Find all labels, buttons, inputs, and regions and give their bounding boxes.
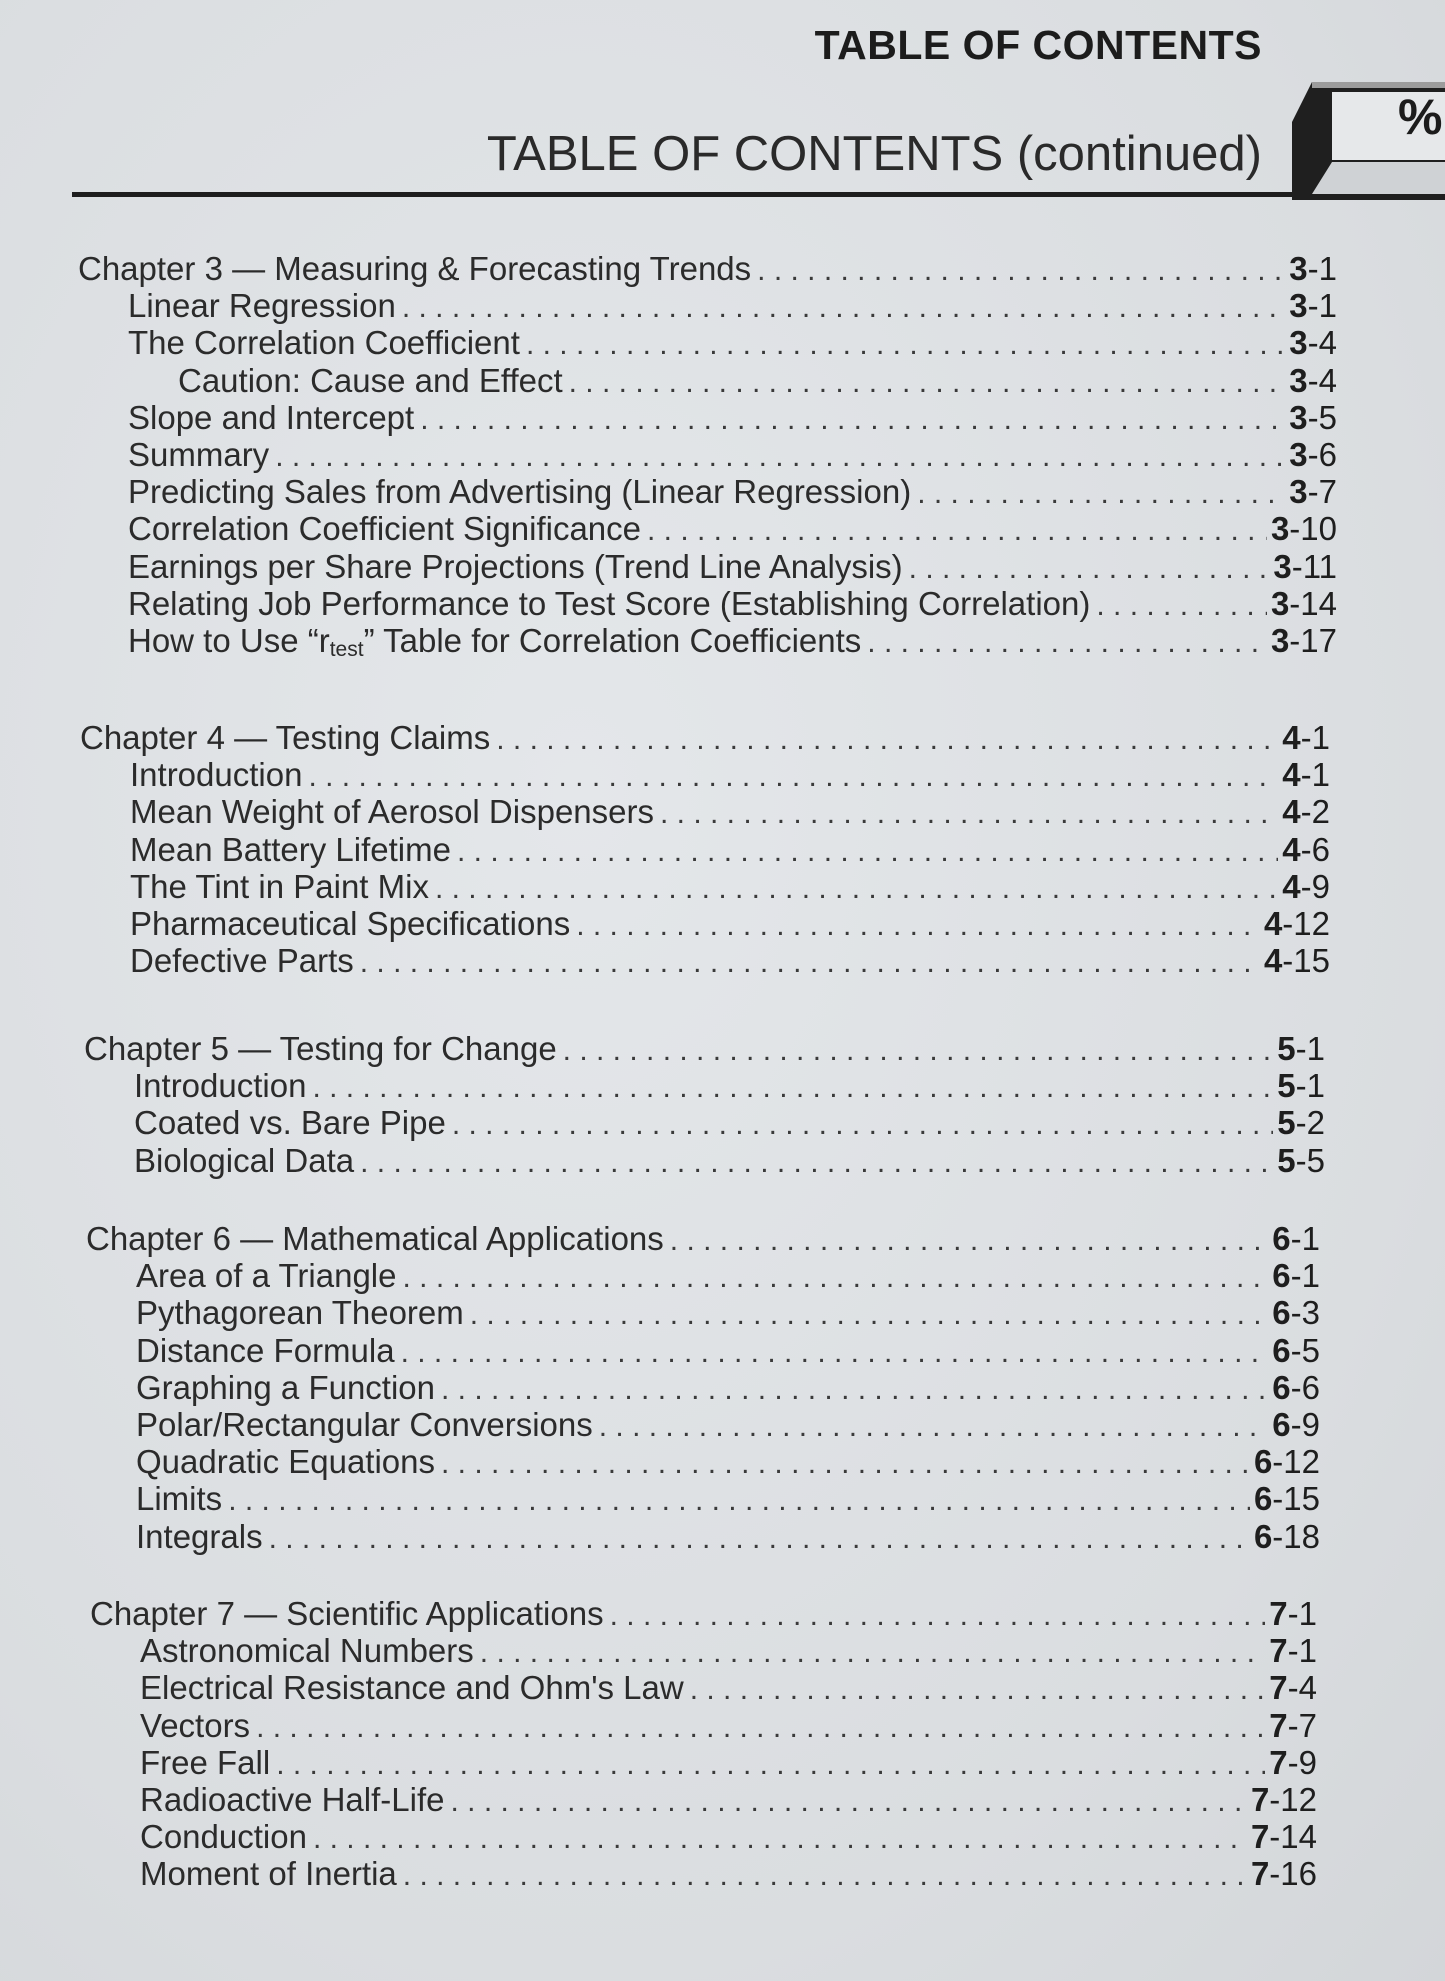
entry-page-number: 3-1 (1289, 287, 1337, 325)
dot-leader (647, 512, 1267, 550)
entry-title: Free Fall (140, 1743, 271, 1781)
toc-entry (134, 1067, 1325, 1105)
toc-entry (130, 942, 1330, 980)
entry-title: Slope and Intercept (128, 398, 415, 436)
toc-entry (128, 510, 1337, 548)
entry-page-number: 4-12 (1263, 905, 1330, 942)
page-title: TABLE OF CONTENTS (continued) (486, 127, 1262, 181)
running-head: TABLE OF CONTENTS (814, 22, 1262, 68)
dot-leader (441, 1371, 1268, 1409)
entry-page-number: 3-7 (1289, 473, 1337, 511)
toc-entry (130, 831, 1330, 869)
chapter-page-number: 6-1 (1272, 1220, 1320, 1257)
entry-title: Defective Parts (130, 942, 354, 980)
entry-page-number: 7-7 (1269, 1706, 1317, 1744)
entry-page-number: 4-6 (1282, 830, 1330, 868)
toc-entry (136, 1369, 1320, 1407)
toc-entry (128, 436, 1337, 474)
toc-entry (140, 1707, 1317, 1745)
subscript: test (329, 638, 364, 661)
entry-page-number: 6-15 (1253, 1480, 1320, 1518)
entry-page-number: 3-4 (1289, 361, 1337, 399)
toc-entry (140, 1632, 1317, 1670)
entry-title: Biological Data (134, 1141, 355, 1179)
entry-title: Correlation Coefficient Significance (128, 510, 641, 548)
chapter-page-number: 3-1 (1289, 250, 1337, 287)
dot-leader (660, 795, 1278, 833)
entry-title: Moment of Inertia (140, 1855, 397, 1893)
entry-title: Astronomical Numbers (140, 1632, 474, 1670)
entry-title: Summary (128, 436, 270, 473)
entry-page-number: 3-6 (1289, 436, 1337, 473)
chapter-page-number: 7-1 (1269, 1595, 1317, 1632)
dot-leader (312, 1069, 1273, 1107)
entry-page-number: 7-16 (1250, 1855, 1317, 1893)
entry-page-number: 6-6 (1272, 1368, 1320, 1406)
heading-rule (72, 192, 1302, 197)
entry-page-number: 5-5 (1277, 1141, 1325, 1179)
entry-title: Caution: Cause and Effect (178, 361, 563, 399)
entry-title: Quadratic Equations (136, 1443, 436, 1481)
toc-entry (140, 1781, 1317, 1819)
entry-title: Introduction (130, 756, 303, 794)
entry-title: Pythagorean Theorem (136, 1294, 464, 1332)
dot-leader (360, 1144, 1273, 1182)
dot-leader (256, 1709, 1265, 1747)
toc-entry (140, 1818, 1317, 1856)
dot-leader (441, 1445, 1250, 1483)
toc-entry (128, 548, 1337, 586)
toc-entry (178, 362, 1337, 400)
entry-title: Integrals (136, 1517, 263, 1555)
toc-entry (136, 1518, 1320, 1556)
entry-page-number: 6-9 (1272, 1406, 1320, 1443)
dot-leader (228, 1482, 1250, 1520)
dot-leader (402, 289, 1285, 327)
dot-leader (690, 1671, 1266, 1709)
chapter-page-number: 4-1 (1282, 719, 1330, 756)
entry-title: Graphing a Function (136, 1368, 436, 1406)
toc-entry (128, 324, 1337, 362)
chapter-title: Chapter 6 — Mathematical Applications (86, 1220, 664, 1257)
entry-page-number: 7-9 (1269, 1743, 1317, 1781)
chapter-page-number: 5-1 (1277, 1030, 1325, 1067)
entry-page-number: 6-5 (1272, 1331, 1320, 1369)
entry-page-number: 5-2 (1277, 1104, 1325, 1142)
toc-entry (136, 1257, 1320, 1295)
tab-glyph: % (1398, 89, 1443, 145)
toc-entry (128, 399, 1337, 437)
dot-leader (450, 1783, 1246, 1821)
dot-leader (576, 907, 1260, 945)
entry-title: Area of a Triangle (136, 1257, 397, 1295)
entry-page-number: 7-14 (1250, 1818, 1317, 1856)
entry-title: Earnings per Share Projections (Trend Line Analysis) (128, 547, 903, 585)
toc-entry (130, 793, 1330, 831)
dot-leader (909, 550, 1270, 588)
chapter-title: Chapter 7 — Scientific Applications (90, 1595, 604, 1632)
entry-page-number: 3-4 (1289, 324, 1337, 362)
entry-page-number: 6-18 (1253, 1517, 1320, 1555)
chapter-heading (80, 719, 1330, 757)
entry-title: Relating Job Performance to Test Score (Establishing Correlation) (128, 584, 1091, 622)
toc-entry (136, 1294, 1320, 1332)
dot-leader (360, 944, 1260, 982)
toc-entry (130, 756, 1330, 794)
entry-title: Mean Battery Lifetime (130, 830, 451, 868)
chapter-title: Chapter 4 — Testing Claims (80, 719, 491, 756)
dot-leader (526, 326, 1285, 364)
chapter-title: Chapter 5 — Testing for Change (84, 1030, 557, 1067)
chapter-heading (86, 1220, 1320, 1258)
entry-page-number: 4-2 (1282, 793, 1330, 831)
dot-leader (403, 1857, 1247, 1895)
entry-page-number: 6-12 (1253, 1443, 1320, 1481)
toc-entry (136, 1480, 1320, 1518)
dot-leader (480, 1634, 1266, 1672)
dot-leader (401, 1334, 1269, 1372)
entry-page-number: 3-14 (1270, 584, 1337, 622)
toc-entry (130, 905, 1330, 943)
toc-entry (128, 622, 1337, 660)
entry-page-number: 3-11 (1273, 547, 1337, 585)
dot-leader (496, 721, 1278, 759)
dot-leader (403, 1259, 1269, 1297)
entry-page-number: 3-17 (1270, 622, 1337, 659)
entry-title: Predicting Sales from Advertising (Linear Regression) (128, 473, 912, 511)
dot-leader (1096, 587, 1267, 625)
entry-title: Conduction (140, 1818, 307, 1856)
entry-title: Mean Weight of Aerosol Dispensers (130, 793, 654, 831)
entry-page-number: 5-1 (1277, 1067, 1325, 1105)
dot-leader (435, 870, 1278, 908)
dot-leader (599, 1408, 1269, 1446)
toc-entry (128, 287, 1337, 325)
dot-leader (457, 833, 1278, 871)
chapter-heading (90, 1595, 1317, 1633)
entry-page-number: 4-1 (1282, 756, 1330, 794)
entry-title: Radioactive Half-Life (140, 1781, 445, 1818)
toc-entry (136, 1443, 1320, 1481)
entry-title: How to Use “$r_{test}$” Table for Correlation Coefficients (128, 622, 862, 661)
entry-page-number: 6-1 (1272, 1257, 1320, 1295)
entry-title: Electrical Resistance and Ohm's Law (140, 1669, 684, 1707)
entry-title: Polar/Rectangular Conversions (136, 1406, 593, 1443)
toc-entry (140, 1669, 1317, 1707)
entry-page-number: 7-12 (1250, 1781, 1317, 1818)
toc-entry (128, 585, 1337, 623)
chapter-title: Chapter 3 — Measuring & Forecasting Trends (78, 250, 752, 287)
entry-title: Distance Formula (136, 1331, 395, 1369)
dot-leader (470, 1296, 1269, 1334)
dot-leader (275, 438, 1285, 476)
dot-leader (917, 475, 1285, 513)
entry-page-number: 6-3 (1272, 1294, 1320, 1332)
entry-page-number: 3-10 (1270, 510, 1337, 548)
toc-entry (130, 868, 1330, 906)
dot-leader (563, 1032, 1274, 1070)
entry-title: The Correlation Coefficient (128, 324, 520, 362)
dot-leader (757, 252, 1285, 290)
toc-entry (136, 1332, 1320, 1370)
entry-title: Introduction (134, 1067, 307, 1105)
dot-leader (420, 401, 1285, 439)
dot-leader (269, 1520, 1250, 1558)
dot-leader (308, 758, 1278, 796)
entry-page-number: 4-9 (1282, 867, 1330, 905)
toc-entry (140, 1855, 1317, 1893)
dot-leader (610, 1597, 1266, 1635)
dot-leader (670, 1222, 1269, 1260)
entry-page-number: 4-15 (1263, 942, 1330, 980)
entry-title: Pharmaceutical Specifications (130, 905, 571, 942)
entry-page-number: 7-1 (1269, 1632, 1317, 1670)
entry-title: The Tint in Paint Mix (130, 867, 429, 905)
chapter-heading (78, 250, 1337, 288)
toc-entry (134, 1142, 1325, 1180)
dot-leader (313, 1820, 1247, 1858)
toc-entry (134, 1104, 1325, 1142)
dot-leader (569, 364, 1286, 402)
entry-title: Coated vs. Bare Pipe (134, 1104, 446, 1142)
dot-leader (276, 1746, 1265, 1784)
entry-title: Vectors (140, 1706, 251, 1744)
toc-entry (136, 1406, 1320, 1444)
entry-page-number: 7-4 (1269, 1669, 1317, 1707)
chapter-heading (84, 1030, 1325, 1068)
dot-leader (867, 624, 1267, 662)
toc-entry (128, 473, 1337, 511)
entry-page-number: 3-5 (1289, 398, 1337, 436)
entry-title: Linear Regression (128, 287, 396, 325)
dot-leader (452, 1106, 1273, 1144)
entry-title: Limits (136, 1480, 223, 1518)
toc-entry (140, 1744, 1317, 1782)
